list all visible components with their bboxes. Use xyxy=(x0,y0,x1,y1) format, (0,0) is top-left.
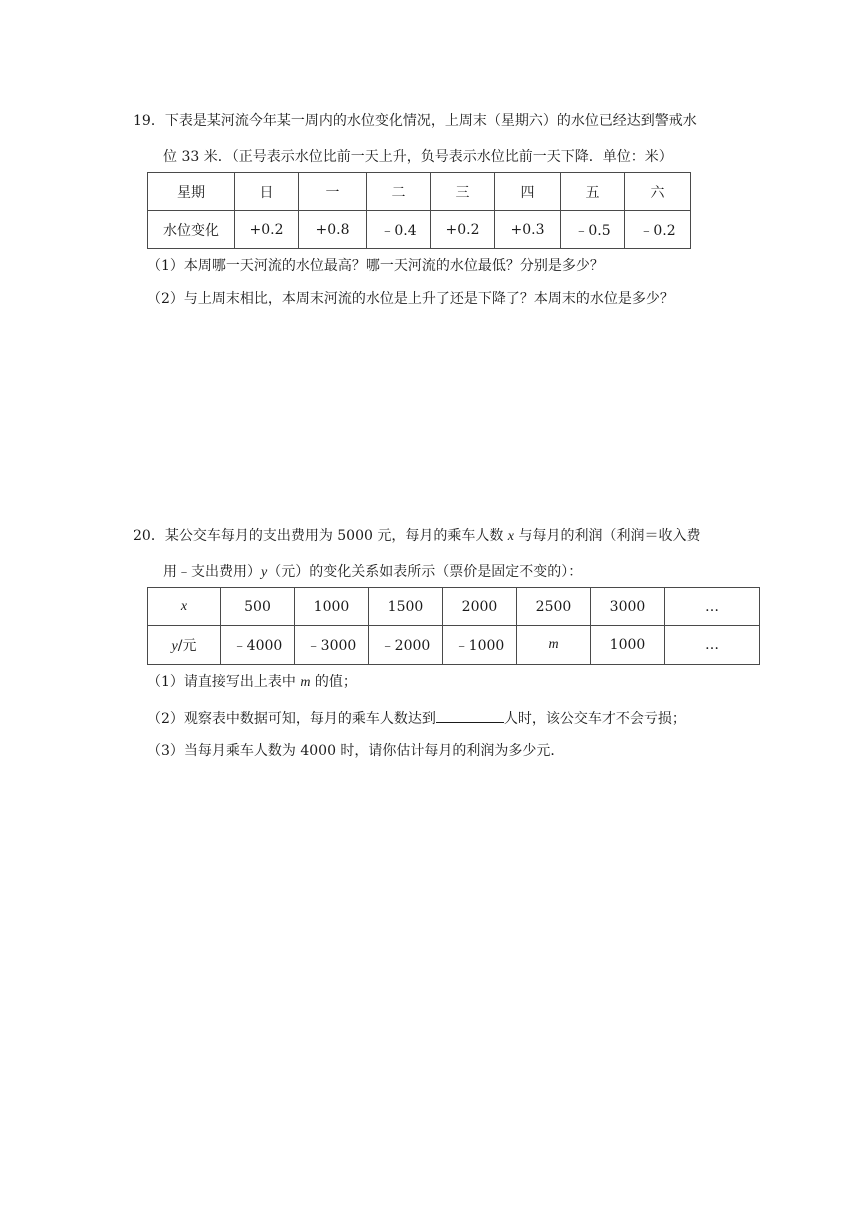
q19-subquestion-2: （2）与上周末相比，本周末河流的水位是上升了还是下降了？本周末的水位是多少？ xyxy=(147,291,674,307)
x-cell: 2000 xyxy=(443,588,517,626)
change-cell: ﹣0.2 xyxy=(625,211,691,249)
x-cell: 3000 xyxy=(591,588,665,626)
y-cell: ﹣3000 xyxy=(295,626,369,665)
row-header-change: 水位变化 xyxy=(148,211,235,249)
var-m: m xyxy=(300,675,311,690)
y-cell: ﹣2000 xyxy=(369,626,443,665)
q19-water-level-table xyxy=(147,172,691,249)
q20-subquestion-1 xyxy=(147,672,357,693)
x-cell: 2500 xyxy=(517,588,591,626)
y-cell-unknown: m xyxy=(517,626,591,665)
row-header-x: x xyxy=(148,588,221,626)
change-cell: +0.2 xyxy=(235,211,299,249)
q20-subquestion-2 xyxy=(147,706,686,729)
change-cell: ﹣0.5 xyxy=(561,211,625,249)
q20-sub-text: 的值； xyxy=(310,674,357,690)
q20-profit-table xyxy=(147,587,760,665)
q20-stem-text: 20．某公交车每月的支出费用为 5000 元，每月的乘车人数 xyxy=(133,528,508,544)
x-cell-ellipsis: … xyxy=(665,588,760,626)
q20-sub-text: （1）请直接写出上表中 xyxy=(147,674,301,690)
q20-subquestion-3: （3）当每月乘车人数为 4000 时，请你估计每月的利润为多少元． xyxy=(147,743,565,759)
change-cell: +0.3 xyxy=(495,211,561,249)
q19-change-row xyxy=(148,211,691,249)
unit-label: /元 xyxy=(177,638,197,654)
q19-subquestion-1: （1）本周哪一天河流的水位最高？哪一天河流的水位最低？分别是多少？ xyxy=(147,258,604,274)
row-header-y xyxy=(148,626,221,665)
y-cell: ﹣4000 xyxy=(221,626,295,665)
change-cell: +0.2 xyxy=(431,211,495,249)
var-y: y xyxy=(171,639,178,654)
q20-x-row xyxy=(148,588,760,626)
q20-stem-text: 与每月的利润（利润＝收入费 xyxy=(514,528,701,544)
q20-y-row xyxy=(148,626,760,665)
day-cell: 四 xyxy=(495,173,561,211)
y-cell: ﹣1000 xyxy=(443,626,517,665)
x-cell: 1500 xyxy=(369,588,443,626)
q19-day-row xyxy=(148,173,691,211)
row-header-day: 星期 xyxy=(148,173,235,211)
day-cell: 六 xyxy=(625,173,691,211)
q20-stem-line1 xyxy=(133,526,700,547)
q20-sub-text: （2）观察表中数据可知，每月的乘车人数达到 xyxy=(147,711,436,727)
day-cell: 五 xyxy=(561,173,625,211)
day-cell: 日 xyxy=(235,173,299,211)
y-cell-ellipsis: … xyxy=(665,626,760,665)
change-cell: ﹣0.4 xyxy=(367,211,431,249)
change-cell: +0.8 xyxy=(299,211,367,249)
x-cell: 1000 xyxy=(295,588,369,626)
day-cell: 一 xyxy=(299,173,367,211)
q19-stem-line2: 位 33 米．（正号表示水位比前一天上升，负号表示水位比前一天下降．单位：米） xyxy=(163,149,673,165)
q20-stem-text: 用﹣支出费用） xyxy=(163,564,261,580)
y-cell: 1000 xyxy=(591,626,665,665)
var-y: y xyxy=(261,565,268,580)
q19-stem-line1: 19．下表是某河流今年某一周内的水位变化情况，上周末（星期六）的水位已经达到警戒水 xyxy=(133,113,697,129)
day-cell: 二 xyxy=(367,173,431,211)
day-cell: 三 xyxy=(431,173,495,211)
var-x: x xyxy=(507,529,515,544)
x-cell: 500 xyxy=(221,588,295,626)
answer-blank[interactable] xyxy=(436,706,504,723)
q20-sub-text: 人时，该公交车才不会亏损； xyxy=(503,711,686,727)
q20-stem-text: （元）的变化关系如表所示（票价是固定不变的）： xyxy=(267,564,583,580)
q20-stem-line2 xyxy=(163,562,582,583)
